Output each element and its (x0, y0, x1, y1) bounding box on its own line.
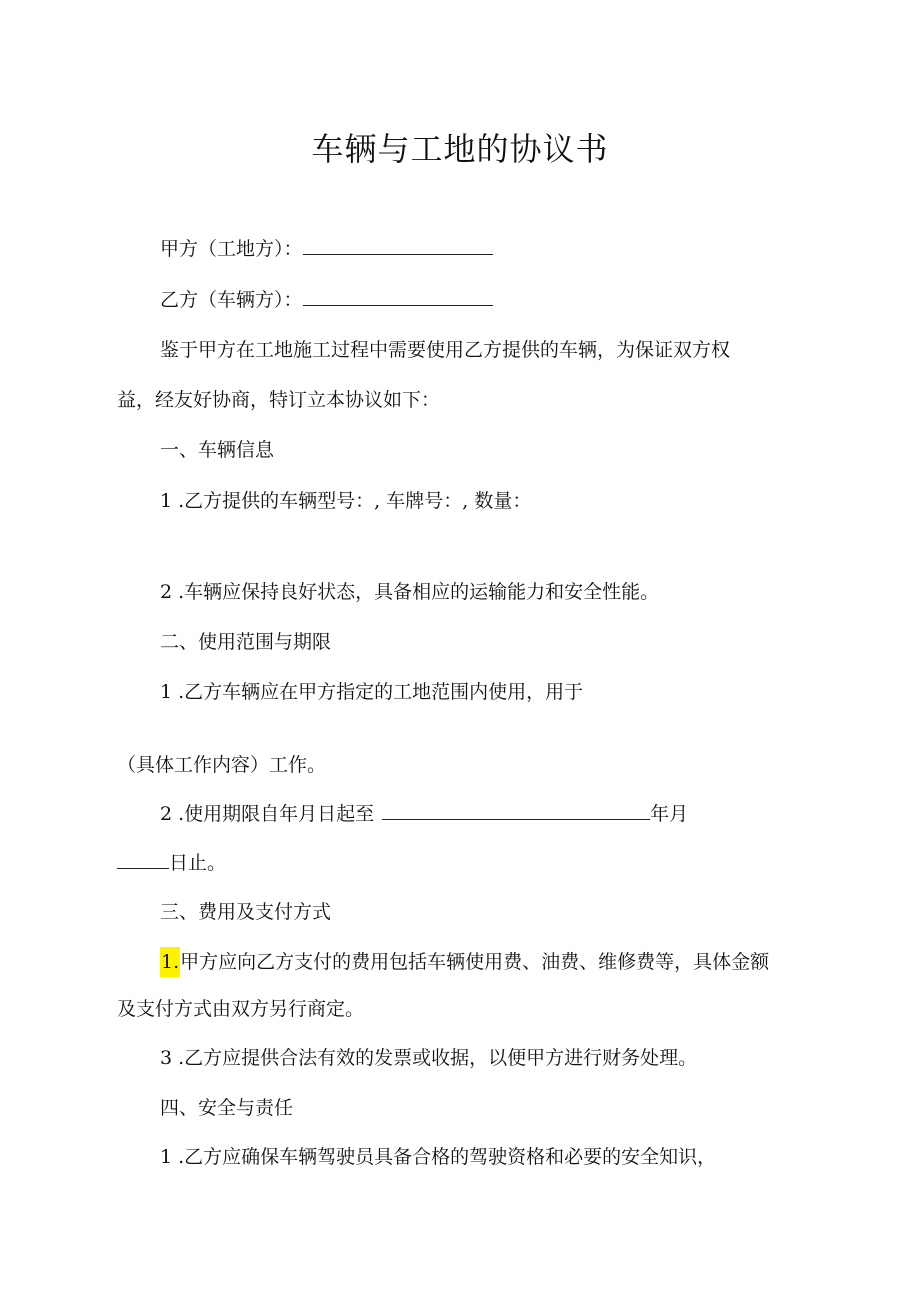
end-day-blank (117, 848, 169, 869)
section-2-item-2-line-2 (117, 848, 226, 877)
section-3-item-1-line-2: 及支付方式由双方另行商定。 (117, 998, 365, 1020)
party-b-line (160, 285, 493, 314)
section-2-item-1-line-1: 1 .乙方车辆应在甲方指定的工地范围内使用，用于 (160, 681, 584, 703)
section-4-item-1: 1 .乙方应确保车辆驾驶员具备合格的驾驶资格和必要的安全知识， (160, 1146, 717, 1168)
section-1-item-1: 1 .乙方提供的车辆型号：, 车牌号：, 数量： (160, 490, 532, 512)
intro-line-2: 益，经友好协商，特订立本协议如下： (117, 389, 441, 411)
section-3-item-3: 3 .乙方应提供合法有效的发票或收据，以便甲方进行财务处理。 (160, 1047, 698, 1069)
party-a-label: 甲方（工地方）： (160, 238, 303, 260)
section-2-item-1-line-2: （具体工作内容）工作。 (117, 754, 327, 776)
party-a-blank (303, 234, 493, 255)
section-2-item-2-line-2-text: 日止。 (169, 852, 227, 874)
party-b-blank (303, 285, 493, 306)
section-3-item-1-line-1 (160, 948, 769, 976)
highlighted-item-number: 1. (160, 947, 180, 977)
document-title: 车辆与工地的协议书 (311, 130, 609, 168)
section-2-heading: 二、使用范围与期限 (160, 631, 332, 653)
section-3-item-1-text: 甲方应向乙方支付的费用包括车辆使用费、油费、维修费等，具体金额 (180, 951, 770, 973)
section-1-item-2: 2 .车辆应保持良好状态，具备相应的运输能力和安全性能。 (160, 581, 660, 603)
section-1-heading: 一、车辆信息 (160, 439, 275, 461)
end-date-blank (382, 799, 650, 820)
party-a-line (160, 234, 493, 263)
section-4-heading: 四、安全与责任 (160, 1097, 294, 1119)
section-3-heading: 三、费用及支付方式 (160, 901, 332, 923)
section-2-item-2-line-1 (160, 799, 688, 828)
section-2-item-2-prefix: 2 .使用期限自年月日起至 (160, 803, 375, 825)
party-b-label: 乙方（车辆方）： (160, 289, 303, 311)
section-2-item-2-suffix: 年月 (650, 803, 689, 825)
intro-line-1: 鉴于甲方在工地施工过程中需要使用乙方提供的车辆，为保证双方权 (160, 339, 731, 361)
